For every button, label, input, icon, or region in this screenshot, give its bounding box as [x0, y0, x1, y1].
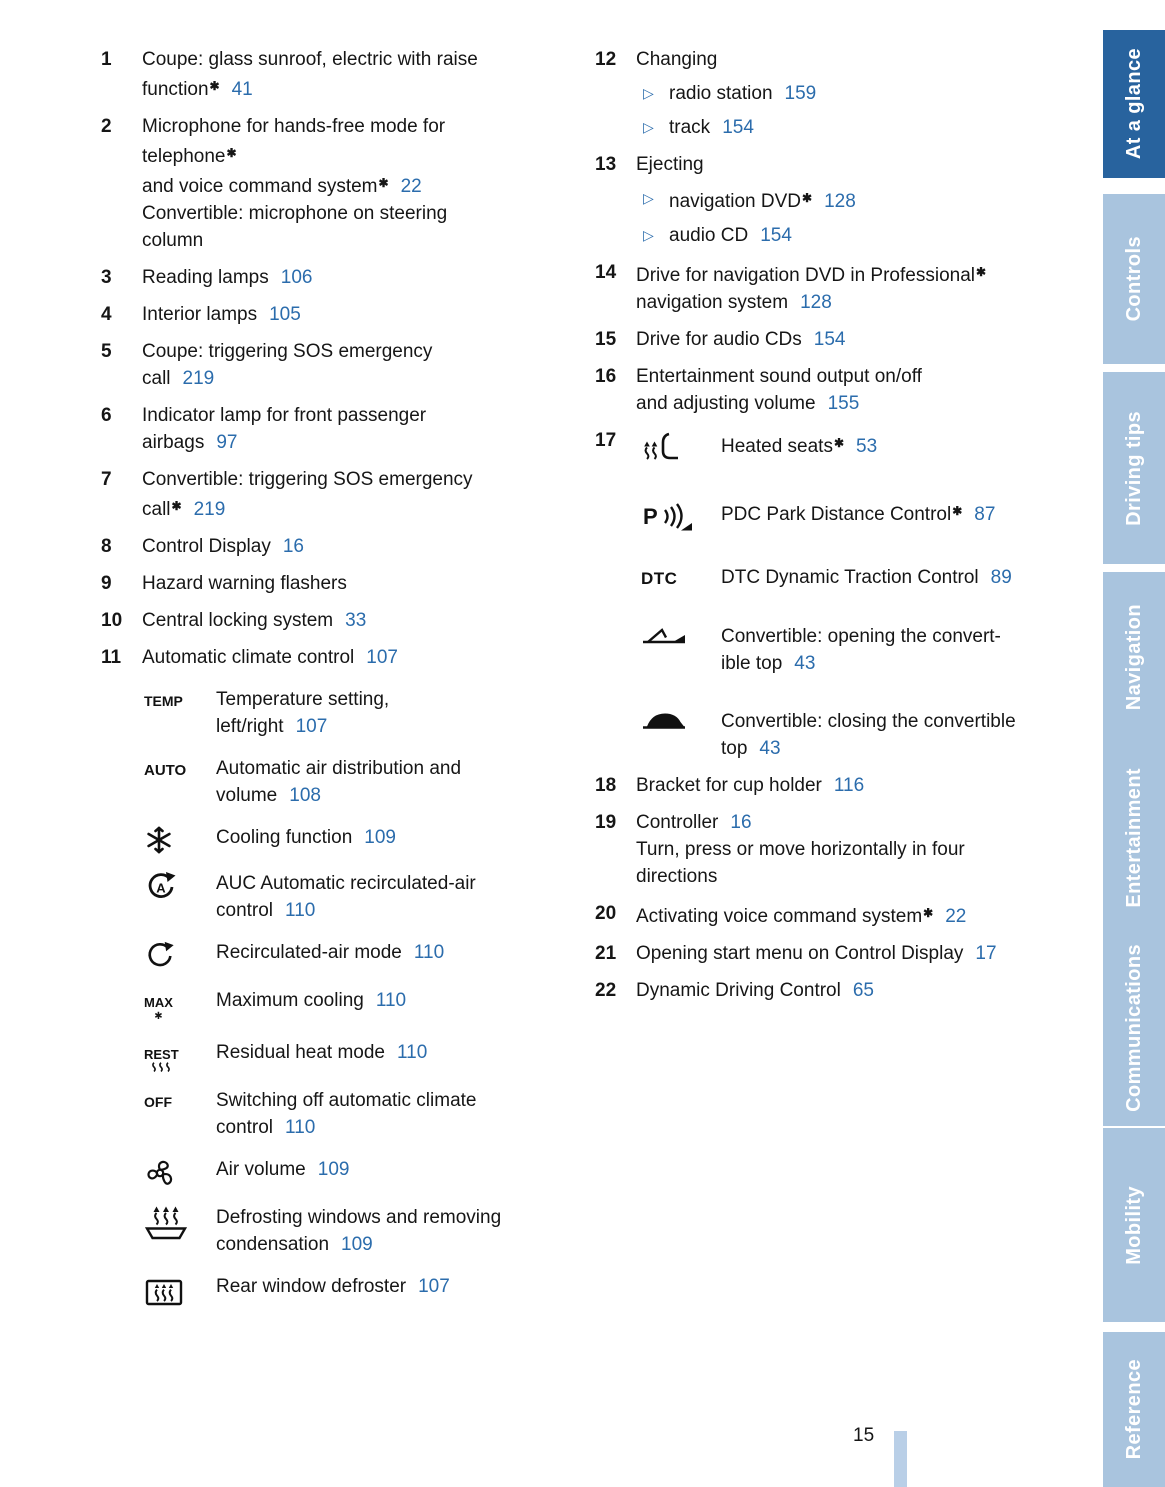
text-run: Turn, press or move horizontally in four	[636, 839, 965, 860]
list-item-2	[101, 113, 562, 254]
text-run: Drive for audio CDs	[636, 329, 802, 350]
tab-label: Entertainment	[1122, 768, 1145, 908]
tab-at-a-glance[interactable]	[1103, 30, 1165, 178]
list-item-1	[101, 46, 562, 103]
list-item-19	[595, 809, 1086, 890]
asterisk-icon: ✱	[802, 191, 813, 205]
text-run: Opening start menu on Control Display	[636, 943, 964, 964]
item-text	[636, 772, 1086, 799]
item-number: 4	[101, 304, 112, 325]
text-run: Air volume	[216, 1159, 306, 1180]
page-reference: 128	[800, 292, 832, 313]
list-item-16	[595, 363, 1086, 417]
arrow-sub-item	[636, 80, 1086, 107]
tab-entertainment[interactable]	[1103, 742, 1165, 934]
tab-label: Driving tips	[1122, 410, 1145, 526]
icon-sub-item	[142, 824, 562, 855]
page-reference: 105	[269, 304, 301, 325]
text-run: AUC Automatic recirculated-air	[216, 873, 476, 894]
text-run: Switching off automatic climate	[216, 1090, 477, 1111]
recirculation-icon	[142, 939, 216, 972]
item-text	[216, 824, 562, 851]
item-text	[669, 114, 754, 141]
asterisk-icon: ✱	[952, 504, 963, 518]
list-item-9	[101, 570, 562, 597]
item-number: 15	[595, 329, 617, 350]
item-number: 16	[595, 366, 617, 387]
item-text	[142, 46, 562, 103]
item-text	[142, 644, 562, 671]
page-reference: 107	[295, 716, 328, 737]
item-number: 5	[101, 341, 112, 362]
page-reference: 108	[289, 785, 321, 806]
page-reference: 154	[813, 329, 846, 350]
icon-sub-item	[142, 1039, 562, 1072]
text-run: ible top	[721, 653, 783, 674]
icon-sub-item	[636, 498, 1086, 533]
item-text	[216, 1204, 562, 1258]
item-text	[636, 259, 1086, 316]
text-run: left/right	[216, 716, 284, 737]
text-run: Heated seats	[721, 436, 833, 457]
column-left	[101, 46, 562, 1318]
text-run: control	[216, 1117, 274, 1138]
list-item-7	[101, 466, 562, 523]
list-item-13	[595, 151, 1086, 249]
tab-communications[interactable]	[1103, 930, 1165, 1126]
icon-sub-item	[142, 1156, 562, 1189]
item-number: 20	[595, 903, 617, 924]
page-reference: 87	[974, 504, 996, 525]
max-cooling-icon: MAX ✱	[144, 995, 173, 1022]
icon-sub-item	[142, 755, 562, 809]
text-run: function	[142, 79, 209, 100]
list-item-20	[595, 900, 1086, 930]
list-item-17	[595, 427, 1086, 762]
text-run: Activating voice command system	[636, 906, 923, 927]
text-run: Controller	[636, 812, 719, 833]
icon-sub-item	[636, 708, 1086, 762]
text-run: airbags	[142, 432, 205, 453]
page-reference: 107	[418, 1276, 450, 1297]
text-run: Entertainment sound output on/off	[636, 366, 922, 387]
text-run: and voice command system	[142, 176, 378, 197]
item-text	[142, 301, 562, 328]
list-item-10	[101, 607, 562, 634]
list-item-18	[595, 772, 1086, 799]
page-reference: 219	[193, 499, 226, 520]
text-run: Automatic air distribution and	[216, 758, 462, 779]
icon-sub-item	[636, 623, 1086, 677]
text-run: Maximum cooling	[216, 990, 364, 1011]
text-run: volume	[216, 785, 278, 806]
item-number: 3	[101, 267, 112, 288]
item-text	[721, 498, 1086, 528]
item-text	[721, 430, 1086, 460]
icon-sub-item	[142, 1273, 562, 1308]
item-text	[216, 686, 562, 740]
icon-sub-item	[142, 686, 562, 740]
text-run: Hazard warning flashers	[142, 573, 347, 594]
snowflake-icon	[142, 824, 216, 855]
svg-text:A: A	[156, 880, 166, 896]
item-text	[216, 1156, 562, 1183]
text-run: Central locking system	[142, 610, 334, 631]
icon-sub-item	[142, 1087, 562, 1141]
page-reference: 219	[182, 368, 215, 389]
windshield-defrost-icon	[142, 1204, 216, 1241]
page-reference: 43	[794, 653, 816, 674]
item-text	[636, 977, 1086, 1004]
text-run: DTC Dynamic Traction Control	[721, 567, 979, 588]
item-text	[721, 708, 1086, 762]
text-run: Bracket for cup holder	[636, 775, 822, 796]
tab-reference[interactable]	[1103, 1332, 1165, 1487]
text-run: Recirculated-air mode	[216, 942, 402, 963]
text-run: Automatic climate control	[142, 647, 355, 668]
item-text	[636, 363, 1086, 417]
item-number: 2	[101, 116, 112, 137]
item-text	[669, 185, 856, 215]
auc-icon	[142, 870, 216, 903]
page-reference: 110	[413, 942, 445, 963]
text-run: Coupe: glass sunroof, electric with raise	[142, 49, 478, 70]
item-text	[142, 570, 562, 597]
asterisk-icon: ✱	[171, 499, 182, 513]
page-reference: 155	[827, 393, 860, 414]
page-reference: 110	[285, 1117, 316, 1138]
icon-sub-item	[636, 564, 1086, 592]
text-run: Residual heat mode	[216, 1042, 385, 1063]
text-run: Convertible: closing the convertible	[721, 711, 1016, 732]
triangle-bullet-icon: ▷	[643, 190, 654, 206]
page-number: 15	[853, 1425, 875, 1446]
triangle-bullet-icon: ▷	[643, 85, 654, 101]
text-run: Convertible: microphone on steering	[142, 203, 448, 224]
text-run: Ejecting	[636, 154, 704, 175]
text-run: Cooling function	[216, 827, 353, 848]
text-run: control	[216, 900, 274, 921]
item-text	[216, 755, 562, 809]
icon-sub-item	[636, 430, 1086, 467]
tab-driving-tips[interactable]	[1103, 372, 1165, 564]
page-reference: 43	[759, 738, 781, 759]
dtc-icon: DTC	[641, 569, 678, 588]
item-number: 13	[595, 154, 617, 175]
text-run: call	[142, 499, 171, 520]
item-text	[669, 222, 792, 249]
tab-navigation[interactable]	[1103, 572, 1165, 742]
text-run: Defrosting windows and removing	[216, 1207, 502, 1228]
asterisk-icon: ✱	[378, 176, 389, 190]
text-run: condensation	[216, 1234, 330, 1255]
pdc-icon	[636, 498, 721, 533]
arrow-sub-item	[636, 114, 1086, 141]
page-reference: 33	[345, 610, 367, 631]
item-text	[142, 264, 562, 291]
arrow-sub-item	[636, 222, 1086, 249]
item-number: 18	[595, 775, 617, 796]
list-item-8	[101, 533, 562, 560]
tab-label: Navigation	[1122, 603, 1145, 711]
tab-label: Communications	[1122, 944, 1145, 1112]
page-reference: 159	[784, 83, 817, 104]
auto-icon: AUTO	[144, 762, 187, 779]
text-run: Temperature setting,	[216, 689, 390, 710]
item-text	[636, 809, 1086, 890]
triangle-bullet-icon: ▷	[643, 119, 654, 135]
item-number: 1	[101, 49, 112, 70]
page-reference: 17	[975, 943, 997, 964]
page-reference: 41	[231, 79, 253, 100]
list-item-5	[101, 338, 562, 392]
page-reference: 22	[400, 176, 422, 197]
asterisk-icon: ✱	[209, 79, 220, 93]
text-run: Convertible: opening the convert-	[721, 626, 1001, 647]
item-number: 22	[595, 980, 617, 1001]
tab-label: Mobility	[1122, 1185, 1145, 1265]
arrow-sub-item	[636, 185, 1086, 215]
item-text	[216, 1273, 562, 1300]
page-reference: 106	[280, 267, 313, 288]
svg-text:P: P	[643, 504, 658, 529]
text-run: Indicator lamp for front passenger	[142, 405, 427, 426]
item-number: 9	[101, 573, 112, 594]
page-reference: 53	[856, 436, 878, 457]
content	[101, 46, 1086, 1318]
page-reference: 109	[364, 827, 396, 848]
page-reference: 16	[730, 812, 752, 833]
item-number: 12	[595, 49, 617, 70]
text-run: track	[669, 117, 711, 138]
list-item-11	[101, 644, 562, 1308]
convertible-close-icon	[636, 708, 721, 731]
text-run: telephone	[142, 146, 226, 167]
item-text	[142, 607, 562, 634]
tab-controls[interactable]	[1103, 194, 1165, 364]
text-run: Control Display	[142, 536, 271, 557]
item-number: 7	[101, 469, 112, 490]
item-number: 21	[595, 943, 617, 964]
text-run: directions	[636, 866, 718, 887]
icon-sub-item	[142, 939, 562, 972]
page-reference: 16	[282, 536, 304, 557]
asterisk-icon: ✱	[226, 146, 237, 160]
icon-sub-item	[142, 987, 562, 1024]
page-reference: 109	[317, 1159, 350, 1180]
item-text	[142, 113, 562, 254]
triangle-bullet-icon: ▷	[643, 227, 654, 243]
page-reference: 109	[341, 1234, 373, 1255]
rear-defrost-icon	[142, 1273, 216, 1308]
item-text	[216, 870, 562, 924]
asterisk-icon: ✱	[976, 265, 987, 279]
fan-icon	[142, 1156, 216, 1189]
item-text	[216, 1039, 562, 1066]
tab-label: At a glance	[1122, 48, 1145, 160]
page-reference: 22	[945, 906, 967, 927]
page-reference: 110	[397, 1042, 428, 1063]
item-text	[669, 80, 816, 107]
text-run: radio station	[669, 83, 773, 104]
text-run: Reading lamps	[142, 267, 269, 288]
list-item-12	[595, 46, 1086, 141]
item-text	[216, 939, 562, 966]
rest-icon: REST	[142, 1039, 216, 1072]
convertible-open-icon	[636, 623, 721, 646]
text-run: column	[142, 230, 204, 251]
tab-label: Controls	[1122, 236, 1145, 322]
tab-label: Reference	[1122, 1359, 1145, 1460]
text-run: navigation DVD	[669, 191, 802, 212]
text-run: audio CD	[669, 225, 749, 246]
item-text	[142, 466, 562, 523]
item-number: 6	[101, 405, 112, 426]
text-run: and adjusting volume	[636, 393, 816, 414]
text-run: Rear window defroster	[216, 1276, 407, 1297]
text-run: Drive for navigation DVD in Professional	[636, 265, 975, 286]
text-run: navigation system	[636, 292, 789, 313]
item-number: 17	[595, 430, 617, 451]
item-number: 10	[101, 610, 123, 631]
item-number: 11	[101, 647, 122, 668]
item-text	[142, 338, 562, 392]
list-item-15	[595, 326, 1086, 353]
item-text	[636, 46, 1086, 73]
list-item-4	[101, 301, 562, 328]
page-number-marker	[894, 1431, 907, 1487]
icon-sub-item	[142, 1204, 562, 1258]
text-run: Convertible: triggering SOS emergency	[142, 469, 473, 490]
column-right	[595, 46, 1086, 1318]
text-run: Interior lamps	[142, 304, 258, 325]
item-text	[142, 402, 562, 456]
heated-seats-icon	[636, 430, 721, 467]
page-reference: 128	[824, 191, 856, 212]
page-reference: 107	[366, 647, 398, 668]
list-item-21	[595, 940, 1086, 967]
item-text	[636, 151, 1086, 178]
tab-mobility[interactable]	[1103, 1128, 1165, 1322]
text-run: call	[142, 368, 171, 389]
item-number: 14	[595, 262, 617, 283]
item-text	[721, 564, 1086, 591]
item-text	[636, 326, 1086, 353]
page-reference: 89	[990, 567, 1012, 588]
icon-sub-item	[142, 870, 562, 924]
item-text	[721, 623, 1086, 677]
item-text	[142, 533, 562, 560]
page-reference: 110	[375, 990, 407, 1011]
page-reference: 116	[833, 775, 865, 796]
text-run: Changing	[636, 49, 718, 70]
text-run: Microphone for hands-free mode for	[142, 116, 446, 137]
text-run: Dynamic Driving Control	[636, 980, 841, 1001]
asterisk-icon: ✱	[833, 436, 845, 450]
page-reference: 154	[760, 225, 792, 246]
item-text	[216, 987, 562, 1014]
list-item-3	[101, 264, 562, 291]
item-text	[636, 940, 1086, 967]
page-reference: 65	[852, 980, 874, 1001]
text-run: PDC Park Distance Control	[721, 504, 952, 525]
page-reference: 97	[216, 432, 238, 453]
temp-icon: TEMP	[144, 693, 183, 709]
off-icon: OFF	[144, 1094, 172, 1110]
text-run: top	[721, 738, 748, 759]
item-number: 8	[101, 536, 112, 557]
item-text	[216, 1087, 562, 1141]
list-item-22	[595, 977, 1086, 1004]
item-text	[636, 900, 1086, 930]
page-reference: 154	[722, 117, 754, 138]
list-item-6	[101, 402, 562, 456]
item-number: 19	[595, 812, 617, 833]
text-run: Coupe: triggering SOS emergency	[142, 341, 433, 362]
asterisk-icon: ✱	[923, 906, 934, 920]
page-reference: 110	[285, 900, 316, 921]
list-item-14	[595, 259, 1086, 316]
